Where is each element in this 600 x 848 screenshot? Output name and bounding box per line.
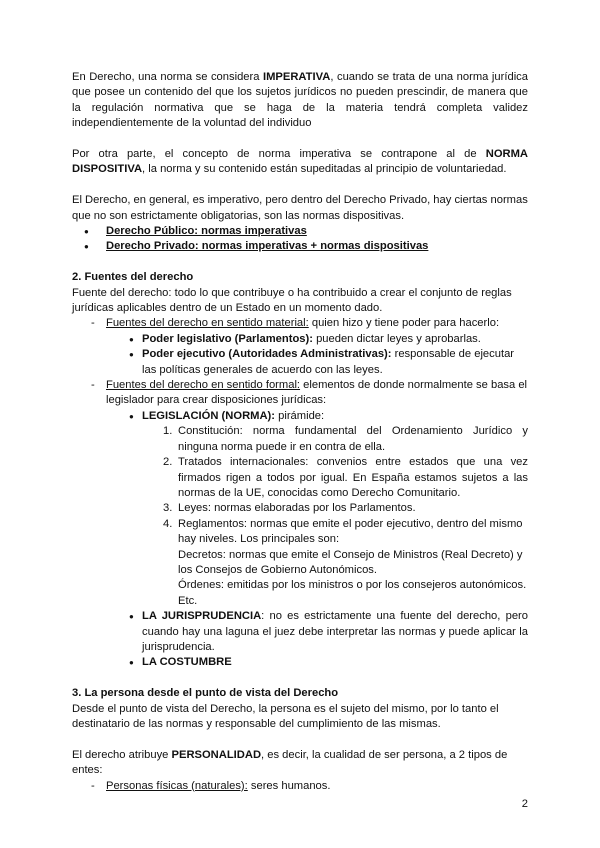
number: 3. — [163, 502, 173, 515]
term-imperativa: IMPERATIVA — [263, 71, 331, 83]
text: elementos de donde normalmente se basa el legislador para crear disposiciones jurídicas: — [106, 379, 528, 407]
text: responsable de ejecutar las políticas generales de acuerdo con las leyes. — [142, 348, 515, 376]
text: , es decir, la cualidad de ser persona, a 2 tipos de entes: — [72, 748, 508, 777]
list-item-material — [72, 316, 528, 331]
numbered-item — [72, 455, 528, 501]
label: Personas físicas (naturales): — [106, 779, 248, 792]
text: quien hizo y tiene poder para hacerlo: — [308, 317, 500, 330]
text: Reglamentos: normas que emite el poder ejecutivo, dentro del mismo hay niveles. Los principales son: — [178, 517, 523, 546]
text: : no es estrictamente una fuente del derecho, pero cuando hay una laguna el juez debe interpretar las normas y puede aplicar la jurisprudencia. — [142, 610, 528, 653]
section-2-title: 2. Fuentes del derecho — [72, 271, 194, 284]
text: Constitución: norma fundamental del Ordenamiento Jurídico y ninguna norma puede ir en contra de ella. — [178, 425, 528, 453]
text: Por otra parte, el concepto de norma imperativa se contrapone al de — [72, 148, 486, 161]
text: En Derecho, una norma se considera — [72, 71, 263, 83]
fuentes-list — [72, 316, 528, 670]
section-3-intro: Desde el punto de vista del Derecho, la persona es el sujeto del mismo, por lo tanto el destinatario de las normas y responsable del cumplimiento de las mismas. — [72, 702, 499, 730]
paragraph-personalidad — [72, 748, 528, 779]
term: LA JURISPRUDENCIA — [142, 610, 262, 623]
reglamento-detail: Decretos: normas que emite el Consejo de Ministros (Real Decreto) y los Consejos de Gobierno Autonómicos. — [178, 548, 523, 576]
paragraph-derecho-general: El Derecho, en general, es imperativo, pero dentro del Derecho Privado, hay ciertas normas que no son estrictamente obligatorias, son las normas dispositivas. — [72, 194, 528, 222]
document-page — [72, 70, 528, 794]
number: 1. — [163, 425, 173, 438]
text: pirámide: — [275, 409, 325, 422]
numbered-item — [72, 517, 528, 548]
page-number: 2 — [521, 798, 528, 810]
list-item-personas-fisicas — [72, 779, 528, 794]
derecho-bullet-list — [72, 224, 528, 255]
paragraph-dispositiva — [72, 147, 528, 178]
term: LEGISLACIÓN (NORMA): — [142, 409, 275, 422]
list-item — [72, 332, 528, 347]
section-2-intro: Fuente del derecho: todo lo que contribuye o ha contribuido a crear el conjunto de reglas jurídicas aplicables dentro de un Estado en un momento dado. — [72, 286, 512, 315]
number: 2. — [163, 456, 173, 469]
text: , la norma y su contenido están supeditadas al principio de voluntariedad. — [142, 163, 507, 176]
text: El derecho atribuye — [72, 748, 172, 761]
label: Fuentes del derecho en sentido material: — [106, 317, 309, 330]
list-item-costumbre: ● LA COSTUMBRE — [72, 655, 528, 670]
reglamento-detail: Etc. — [178, 594, 198, 607]
text: , cuando se trata de una norma jurídica que posee un contenido del que los sujetos jurídicos no pueden prescindir, de manera que la regulación normativa que se haga de la materia tendrá completa validez independientemente de la voluntad del individuo — [72, 71, 528, 130]
term-norma-dispositiva: NORMA DISPOSITIVA — [72, 148, 528, 176]
numbered-item — [72, 424, 528, 455]
section-3-title: 3. La persona desde el punto de vista del Derecho — [72, 687, 339, 700]
text: seres humanos. — [247, 779, 331, 792]
list-item: ● Derecho Privado: normas imperativas + normas dispositivas — [72, 239, 528, 254]
text: Tratados internacionales: convenios entre estados que una vez firmados rigen a todos por igual. En España estamos sujetos a las normas de la UE, conocidas como Derecho Comunitario. — [178, 456, 528, 499]
text: Leyes: normas elaboradas por los Parlamentos. — [178, 502, 416, 515]
list-item: ● Derecho Público: normas imperativas — [72, 224, 528, 239]
label: Fuentes del derecho en sentido formal: — [106, 379, 301, 392]
term: Poder ejecutivo (Autoridades Administrativas): — [142, 348, 392, 361]
list-item-jurisprudencia — [72, 609, 528, 655]
list-item — [72, 347, 528, 378]
list-item-legislacion — [72, 409, 528, 424]
text: pueden dictar leyes y aprobarlas. — [312, 332, 481, 345]
reglamento-detail: Órdenes: emitidas por los ministros o por los consejeros autonómicos. — [178, 579, 527, 592]
list-item-formal — [72, 378, 528, 409]
term: Poder legislativo (Parlamentos): — [142, 332, 313, 345]
number: 4. — [163, 517, 173, 530]
numbered-item — [72, 501, 528, 516]
paragraph-imperativa — [72, 70, 528, 132]
term-personalidad: PERSONALIDAD — [171, 748, 262, 761]
personas-list — [72, 779, 528, 794]
